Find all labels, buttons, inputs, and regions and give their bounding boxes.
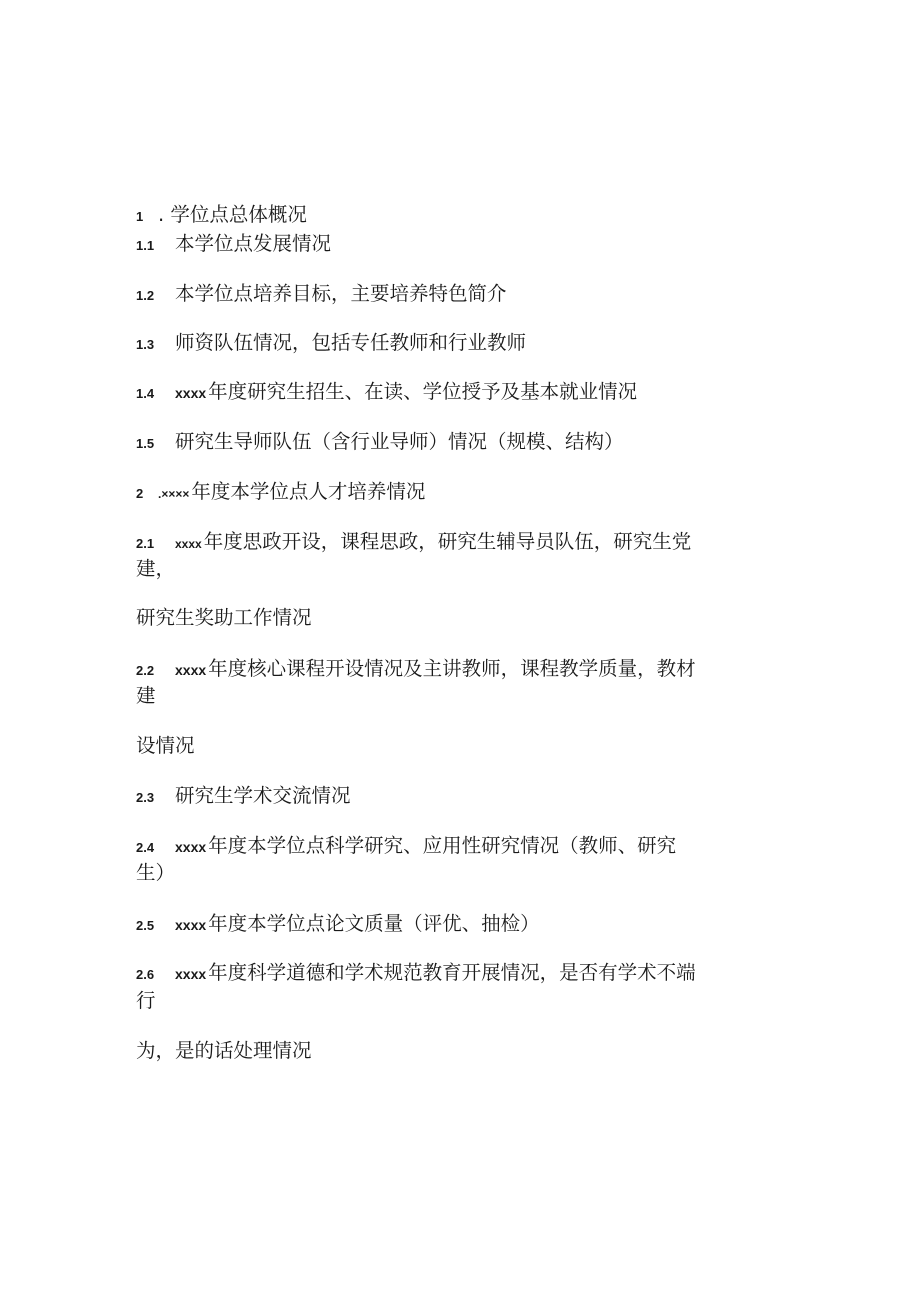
heading-1-5 (136, 429, 624, 457)
paragraph-line (136, 1038, 312, 1064)
section-title: 研究生导师队伍（含行业导师）情况（规模、结构） (175, 430, 624, 453)
section-title: 年度科学道德和学术规范教育开展情况，是否有学术不端 (208, 961, 696, 984)
heading-2-1 (136, 529, 691, 557)
heading-2-2 (136, 656, 696, 684)
section-title: 本学位点培养目标，主要培养特色简介 (175, 282, 507, 305)
section-number: 1.3 (136, 337, 155, 352)
section-number: 2.6 (136, 967, 155, 982)
section-number: 1.2 (136, 288, 155, 303)
heading-1-3 (136, 330, 526, 358)
heading-1 (136, 202, 307, 230)
section-title: 年度本学位点科学研究、应用性研究情况（教师、研究 (208, 834, 677, 857)
section-title: 研究生学术交流情况 (175, 784, 351, 807)
section-title-continuation: 生） (136, 861, 176, 884)
heading-2-3 (136, 783, 351, 811)
section-number: 1 (136, 209, 144, 224)
heading-2-6-wrap (136, 988, 156, 1014)
year-placeholder: xxxx (175, 966, 207, 982)
heading-2-1-wrap (136, 556, 175, 582)
paragraph-line (136, 733, 195, 759)
section-number: 1.5 (136, 436, 155, 451)
section-title-continuation: 行 (136, 989, 156, 1012)
year-placeholder: xxxx (175, 385, 207, 401)
section-title: 年度研究生招生、在读、学位授予及基本就业情况 (208, 380, 638, 403)
heading-1-1 (136, 231, 331, 259)
section-number: 2.5 (136, 918, 155, 933)
heading-2-5 (136, 911, 540, 939)
heading-2 (136, 479, 425, 507)
heading-1-2 (136, 281, 507, 309)
section-title-continuation: 建 (136, 684, 156, 707)
section-number: 1.1 (136, 238, 155, 253)
heading-2-4 (136, 833, 676, 861)
heading-2-2-wrap (136, 683, 156, 709)
section-number: 2.4 (136, 840, 155, 855)
section-number: 2 (136, 486, 144, 501)
paragraph-text: 为，是的话处理情况 (136, 1039, 312, 1062)
paragraph-text: 研究生奖助工作情况 (136, 606, 312, 629)
year-placeholder: xxxx (175, 839, 207, 855)
paragraph-line (136, 605, 312, 631)
section-title-continuation: 建， (136, 557, 176, 580)
section-number: 2.2 (136, 663, 155, 678)
section-title: 师资队伍情况，包括专任教师和行业教师 (175, 331, 527, 354)
section-number: 2.3 (136, 790, 155, 805)
heading-2-4-wrap (136, 860, 175, 886)
year-placeholder: xxxx (175, 662, 207, 678)
section-title: 年度核心课程开设情况及主讲教师，课程教学质量，教材 (208, 657, 696, 680)
section-title: 年度思政开设，课程思政，研究生辅导员队伍，研究生党 (203, 530, 692, 553)
section-title: . 学位点总体概况 (158, 203, 307, 226)
section-number: 2.1 (136, 536, 155, 551)
section-title: 本学位点发展情况 (175, 232, 332, 255)
heading-2-6 (136, 960, 696, 988)
section-title: 年度本学位点人才培养情况 (191, 480, 426, 503)
year-placeholder: .×××× (158, 487, 190, 501)
heading-1-4 (136, 379, 637, 407)
year-placeholder: xxxx (175, 917, 207, 933)
section-number: 1.4 (136, 386, 155, 401)
section-title: 年度本学位点论文质量（评优、抽检） (208, 912, 540, 935)
paragraph-text: 设情况 (136, 734, 195, 757)
year-placeholder: xxxx (175, 537, 202, 551)
